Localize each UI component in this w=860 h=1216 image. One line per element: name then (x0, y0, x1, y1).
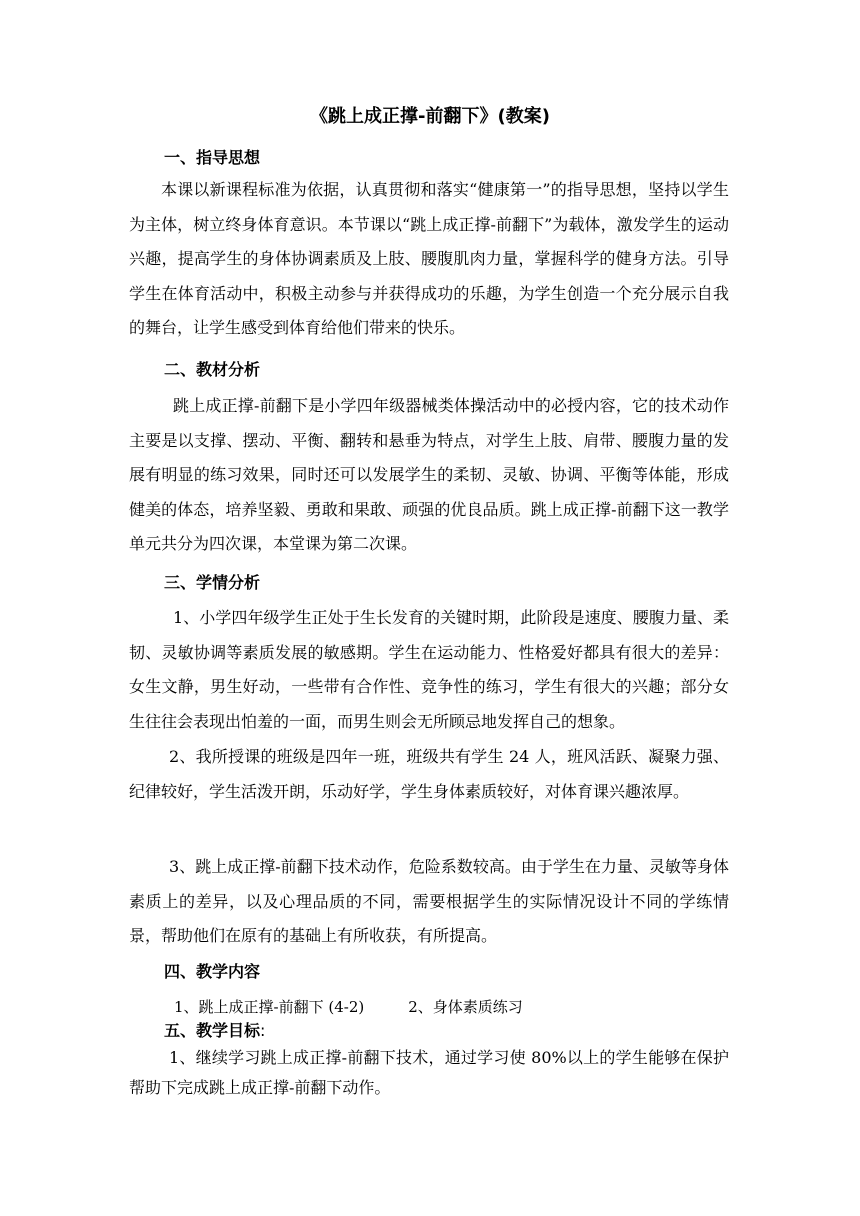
section-heading-material-analysis: 二、教材分析 (164, 360, 261, 379)
paragraph-teaching-objective-1: 1、继续学习跳上成正撑-前翻下技术，通过学习使 80%以上的学生能够在保护帮助下完成跳上成正撑-前翻下动作。 (129, 1048, 729, 1097)
paragraph-material-analysis: 跳上成正撑-前翻下是小学四年级器械类体操活动中的必授内容，它的技术动作主要是以支撑、摆动、平衡、翻转和悬垂为特点，对学生上肢、肩带、腰腹力量的发展有明显的练习效果，同时还可以发展学生的柔韧、灵敏、协调、平衡等体能，形成健美的体态，培养坚毅、勇敢和果敢、顽强的优良品质。跳上成正撑-前翻下这一教学单元共分为四次课，本堂课为第二次课。 (129, 396, 729, 553)
teaching-content-item-1: 1、跳上成正撑-前翻下 (4-2) (174, 998, 365, 1016)
section-heading-teaching-objectives (164, 1019, 265, 1043)
paragraph-student-analysis-3: 3、跳上成正撑-前翻下技术动作，危险系数较高。由于学生在力量、灵敏等身体素质上的差异，以及心理品质的不同，需要根据学生的实际情况设计不同的学练情景，帮助他们在原有的基础上有所收获，有所提高。 (129, 857, 729, 945)
paragraph-student-analysis-1: 1、小学四年级学生正处于生长发育的关键时期，此阶段是速度、腰腹力量、柔韧、灵敏协调等素质发展的敏感期。学生在运动能力、性格爱好都具有很大的差异：女生文静，男生好动，一些带有合作性、竞争性的练习，学生有很大的兴趣；部分女生往往会表现出怕羞的一面，而男生则会无所顾忌地发挥自己的想象。 (129, 608, 729, 731)
teaching-content-item-2: 2、身体素质练习 (408, 998, 523, 1016)
section-heading-guiding-ideology: 一、指导思想 (164, 148, 261, 167)
section-heading-student-analysis: 三、学情分析 (164, 573, 261, 592)
teaching-objectives-heading-colon: : (260, 1021, 266, 1040)
paragraph-student-analysis-2: 2、我所授课的班级是四年一班，班级共有学生 24 人，班风活跃、凝聚力强、纪律较好，学生活泼开朗，乐动好学，学生身体素质较好，对体育课兴趣浓厚。 (129, 747, 729, 801)
document-title: 《跳上成正撑-前翻下》(教案) (310, 106, 550, 127)
section-heading-teaching-content: 四、教学内容 (164, 962, 261, 981)
paragraph-guiding-ideology: 本课以新课程标准为依据，认真贯彻和落实“健康第一”的指导思想，坚持以学生为主体，树立终身体育意识。本节课以“跳上成正撑-前翻下”为载体，激发学生的运动兴趣，提高学生的身体协调素质及上肢、腰腹肌肉力量，掌握科学的健身方法。引导学生在体育活动中，积极主动参与并获得成功的乐趣，为学生创造一个充分展示自我的舞台，让学生感受到体育给他们带来的快乐。 (129, 180, 729, 337)
teaching-content-list (174, 995, 523, 1019)
teaching-objectives-heading-text: 五、教学目标 (164, 1021, 261, 1040)
